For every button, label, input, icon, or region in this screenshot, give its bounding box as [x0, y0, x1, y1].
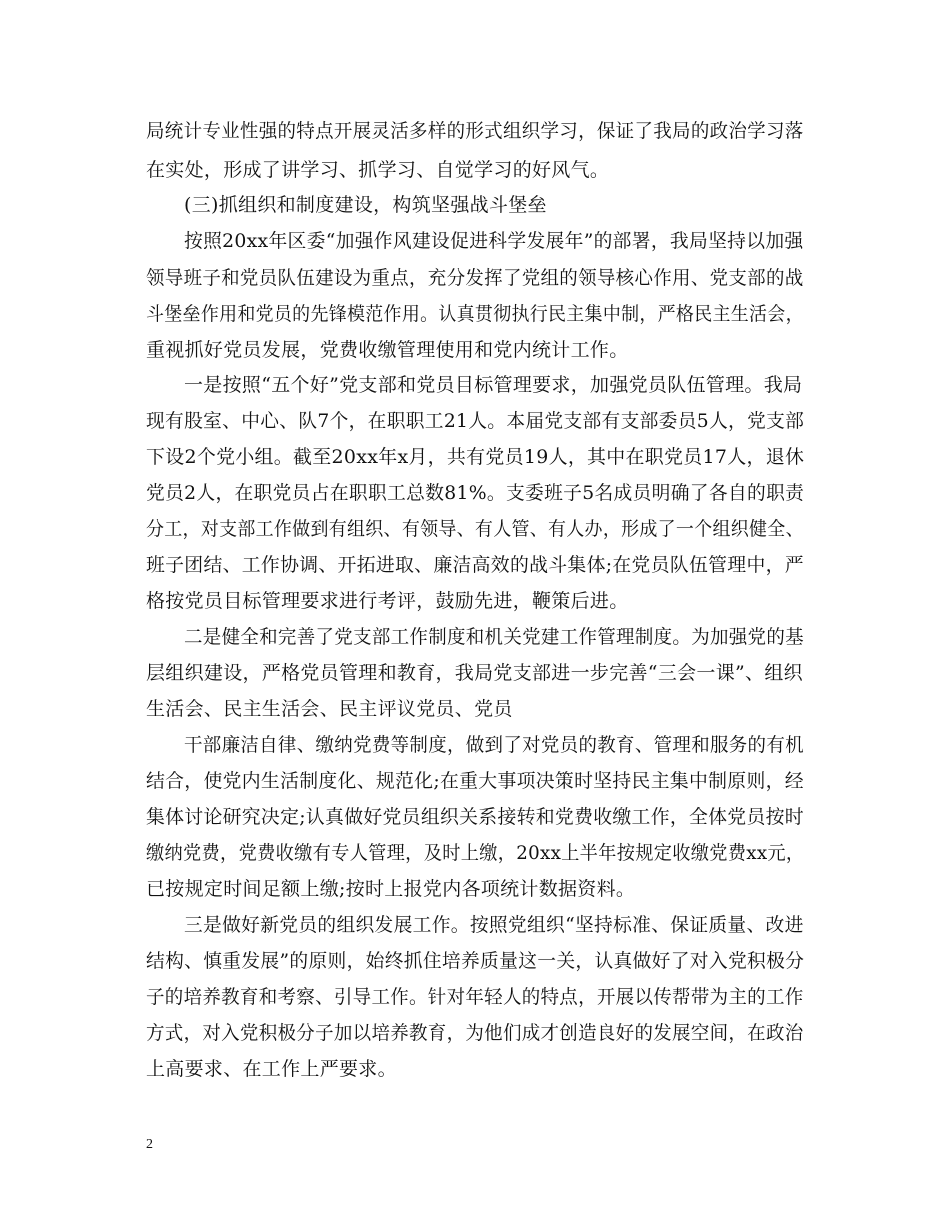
body-text-line: 局统计专业性强的特点开展灵活多样的形式组织学习，保证了我局的政治学习落: [146, 120, 804, 142]
body-text-line: 生活会、民主生活会、民主评议党员、党员: [146, 698, 513, 720]
body-text-line: 结构、慎重发展”的原则，始终抓住培养质量这一关，认真做好了对入党积极分: [146, 950, 805, 972]
body-text-line: 方式，对入党积极分子加以培养教育，为他们成才创造良好的发展空间，在政治: [146, 1022, 804, 1044]
body-text-line: 上高要求、在工作上严要求。: [146, 1058, 397, 1080]
body-text-line: 二是健全和完善了党支部工作制度和机关党建工作管理制度。为加强党的基: [184, 626, 804, 648]
page-number: 2: [146, 1137, 153, 1152]
body-text-line: 结合，使党内生活制度化、规范化;在重大事项决策时坚持民主集中制原则，经: [146, 770, 804, 792]
body-text-line: 缴纳党费，党费收缴有专人管理，及时上缴，20xx上半年按规定收缴党费xx元，: [146, 842, 805, 864]
body-text-line: 重视抓好党员发展，党费收缴管理使用和党内统计工作。: [146, 339, 629, 361]
body-text-line: 子的培养教育和考察、引导工作。针对年轻人的特点，开展以传帮带为主的工作: [146, 986, 804, 1008]
body-text-line: 一是按照“五个好”党支部和党员目标管理要求，加强党员队伍管理。我局: [184, 374, 803, 396]
body-text-line: 按照20xx年区委“加强作风建设促进科学发展年”的部署，我局坚持以加强: [184, 230, 804, 252]
body-text-line: 集体讨论研究决定;认真做好党员组织关系接转和党费收缴工作，全体党员按时: [146, 806, 804, 828]
body-text-line: 下设2个党小组。截至20xx年x月，共有党员19人，其中在职党员17人，退休: [146, 446, 805, 468]
body-text-line: 斗堡垒作用和党员的先锋模范作用。认真贯彻执行民主集中制，严格民主生活会，: [146, 303, 804, 325]
body-text-line: 在实处，形成了讲学习、抓学习、自觉学习的好风气。: [146, 159, 610, 181]
body-text-line: 领导班子和党员队伍建设为重点，充分发挥了党组的领导核心作用、党支部的战: [146, 267, 804, 289]
body-text-line: 现有股室、中心、队7个，在职职工21人。本届党支部有支部委员5人，党支部: [146, 410, 805, 432]
body-text-line: 格按党员目标管理要求进行考评，鼓励先进，鞭策后进。: [146, 590, 629, 612]
body-text-line: 已按规定时间足额上缴;按时上报党内各项统计数据资料。: [146, 878, 636, 900]
body-text-line: 党员2人，在职党员占在职职工总数81%。支委班子5名成员明确了各自的职责: [146, 482, 805, 504]
body-text-line: 分工，对支部工作做到有组织、有领导、有人管、有人办，形成了一个组织健全、: [146, 518, 804, 540]
section-heading: (三)抓组织和制度建设，构筑坚强战斗堡垒: [184, 194, 547, 216]
body-text-line: 层组织建设，严格党员管理和教育，我局党支部进一步完善“三会一课”、组织: [146, 662, 803, 684]
body-text-line: 三是做好新党员的组织发展工作。按照党组织“坚持标准、保证质量、改进: [184, 914, 804, 936]
body-text-line: 班子团结、工作协调、开拓进取、廉洁高效的战斗集体;在党员队伍管理中，严: [146, 554, 804, 576]
body-text-line: 干部廉洁自律、缴纳党费等制度，做到了对党员的教育、管理和服务的有机: [184, 734, 804, 756]
